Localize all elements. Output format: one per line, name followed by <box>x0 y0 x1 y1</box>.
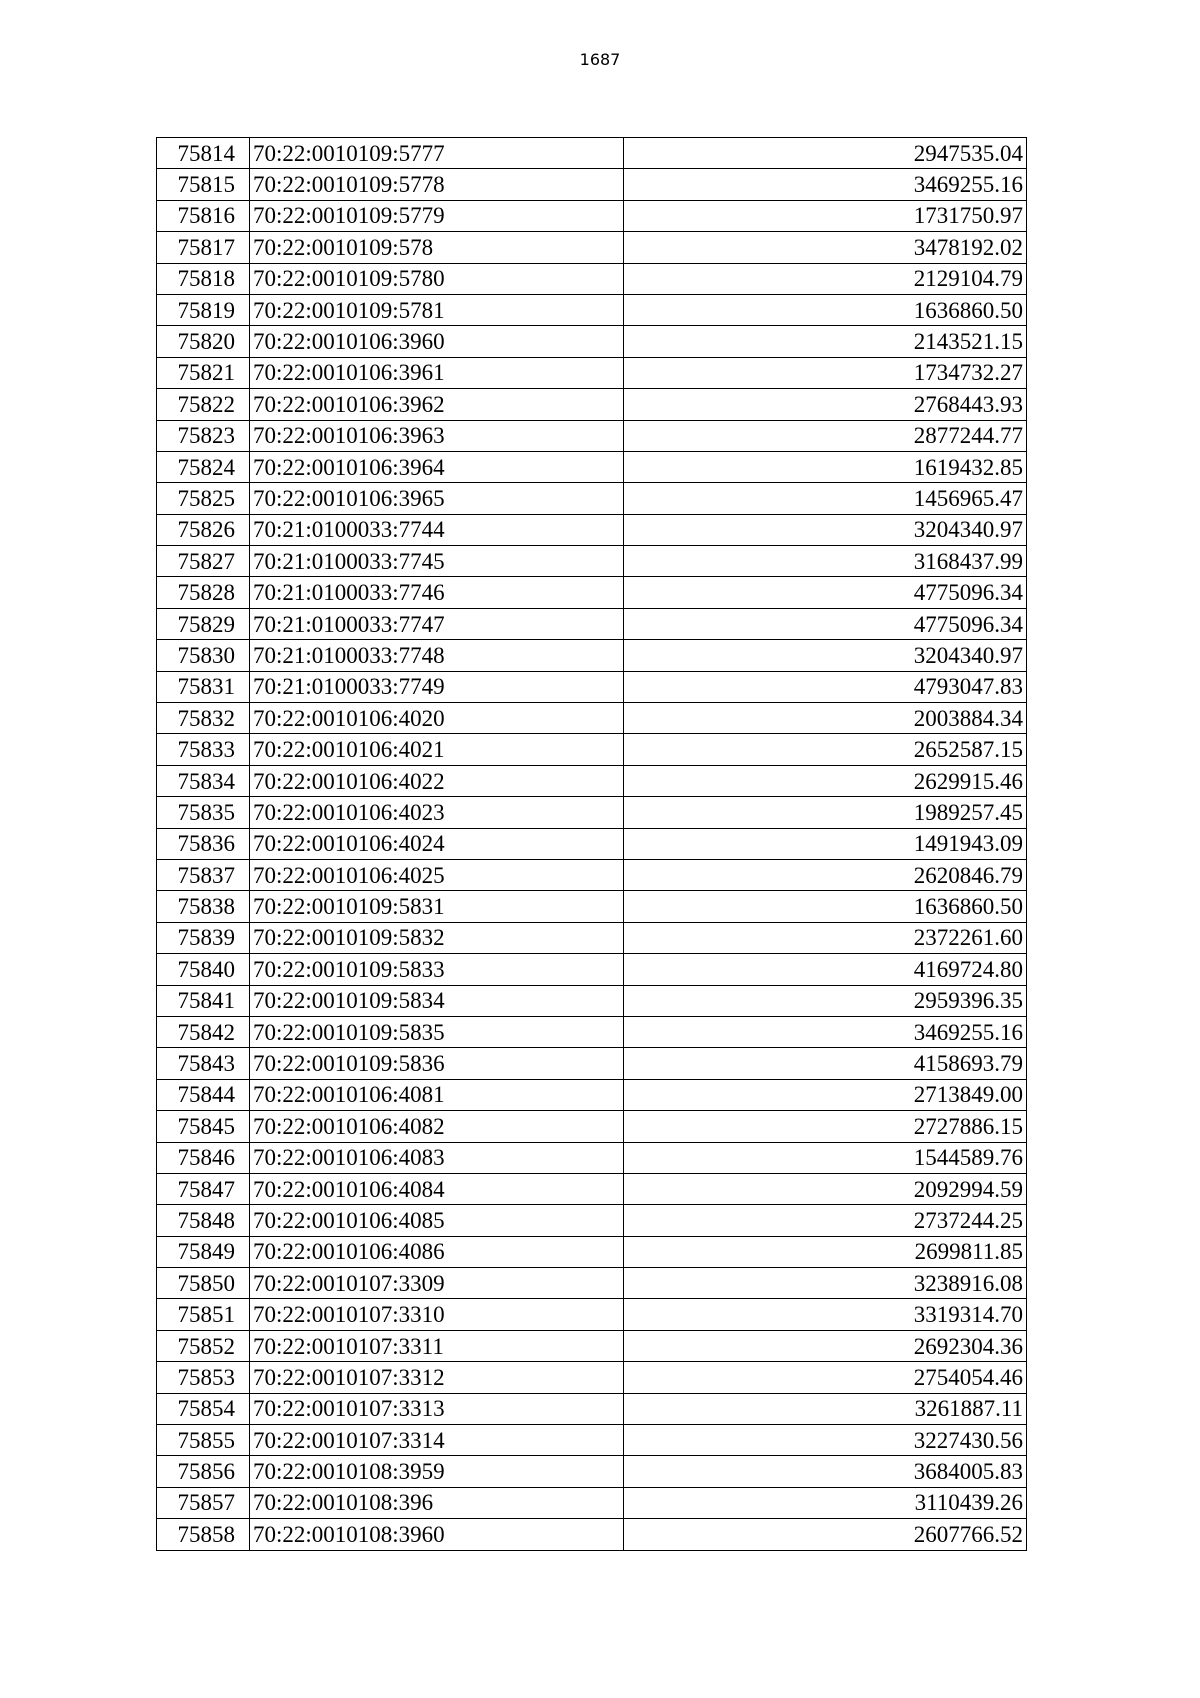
table-row <box>157 1111 1027 1142</box>
table-row <box>157 1079 1027 1110</box>
row-number-cell: 75853 <box>157 1362 250 1393</box>
cadastral-value-cell: 3204340.97 <box>624 514 1027 545</box>
row-number-cell: 75820 <box>157 326 250 357</box>
cadastral-value-cell: 3168437.99 <box>624 546 1027 577</box>
cadastral-number-cell: 70:22:0010106:3965 <box>250 483 624 514</box>
row-number-cell: 75818 <box>157 263 250 294</box>
cadastral-value-cell: 2143521.15 <box>624 326 1027 357</box>
row-number-cell: 75833 <box>157 734 250 765</box>
cadastral-value-cell: 1544589.76 <box>624 1142 1027 1173</box>
row-number-cell: 75857 <box>157 1487 250 1518</box>
cadastral-number-cell: 70:22:0010109:5833 <box>250 954 624 985</box>
table-body <box>157 138 1027 1551</box>
row-number-cell: 75824 <box>157 451 250 482</box>
table-row <box>157 326 1027 357</box>
cadastral-value-cell: 2737244.25 <box>624 1205 1027 1236</box>
cadastral-value-cell: 3238916.08 <box>624 1268 1027 1299</box>
cadastral-value-cell: 4775096.34 <box>624 577 1027 608</box>
table-row <box>157 389 1027 420</box>
table-row <box>157 169 1027 200</box>
row-number-cell: 75814 <box>157 138 250 169</box>
row-number-cell: 75817 <box>157 232 250 263</box>
table-row <box>157 703 1027 734</box>
row-number-cell: 75844 <box>157 1079 250 1110</box>
cadastral-number-cell: 70:22:0010107:3314 <box>250 1425 624 1456</box>
cadastral-value-cell: 1456965.47 <box>624 483 1027 514</box>
table-row <box>157 483 1027 514</box>
row-number-cell: 75838 <box>157 891 250 922</box>
table-row <box>157 828 1027 859</box>
table-row <box>157 451 1027 482</box>
cadastral-value-cell: 1731750.97 <box>624 200 1027 231</box>
table-row <box>157 263 1027 294</box>
cadastral-value-cell: 3227430.56 <box>624 1425 1027 1456</box>
table-row <box>157 1362 1027 1393</box>
cadastral-number-cell: 70:22:0010106:4086 <box>250 1236 624 1267</box>
cadastral-value-cell: 2754054.46 <box>624 1362 1027 1393</box>
cadastral-value-cell: 2768443.93 <box>624 389 1027 420</box>
cadastral-value-cell: 4158693.79 <box>624 1048 1027 1079</box>
row-number-cell: 75836 <box>157 828 250 859</box>
cadastral-number-cell: 70:22:0010109:5780 <box>250 263 624 294</box>
row-number-cell: 75834 <box>157 765 250 796</box>
table-row <box>157 1016 1027 1047</box>
cadastral-number-cell: 70:22:0010109:5779 <box>250 200 624 231</box>
table-row <box>157 1173 1027 1204</box>
cadastral-number-cell: 70:22:0010106:4022 <box>250 765 624 796</box>
cadastral-value-cell: 3261887.11 <box>624 1393 1027 1424</box>
table-row <box>157 1142 1027 1173</box>
cadastral-value-cell: 2947535.04 <box>624 138 1027 169</box>
table-row <box>157 640 1027 671</box>
cadastral-number-cell: 70:22:0010106:3961 <box>250 357 624 388</box>
row-number-cell: 75821 <box>157 357 250 388</box>
cadastral-value-table <box>156 137 1027 1551</box>
row-number-cell: 75839 <box>157 922 250 953</box>
cadastral-value-cell: 2959396.35 <box>624 985 1027 1016</box>
table-row <box>157 734 1027 765</box>
table-row <box>157 232 1027 263</box>
table-row <box>157 922 1027 953</box>
row-number-cell: 75815 <box>157 169 250 200</box>
table-row <box>157 1425 1027 1456</box>
cadastral-value-cell: 2092994.59 <box>624 1173 1027 1204</box>
row-number-cell: 75858 <box>157 1519 250 1550</box>
table-row <box>157 1487 1027 1518</box>
row-number-cell: 75827 <box>157 546 250 577</box>
table-row <box>157 577 1027 608</box>
cadastral-number-cell: 70:22:0010106:4084 <box>250 1173 624 1204</box>
cadastral-value-cell: 2629915.46 <box>624 765 1027 796</box>
row-number-cell: 75849 <box>157 1236 250 1267</box>
cadastral-number-cell: 70:22:0010109:5836 <box>250 1048 624 1079</box>
table-row <box>157 357 1027 388</box>
cadastral-value-cell: 2620846.79 <box>624 859 1027 890</box>
cadastral-value-cell: 3110439.26 <box>624 1487 1027 1518</box>
cadastral-value-cell: 2727886.15 <box>624 1111 1027 1142</box>
cadastral-number-cell: 70:22:0010106:3964 <box>250 451 624 482</box>
table-row <box>157 1299 1027 1330</box>
row-number-cell: 75856 <box>157 1456 250 1487</box>
cadastral-value-cell: 1636860.50 <box>624 891 1027 922</box>
row-number-cell: 75826 <box>157 514 250 545</box>
cadastral-value-cell: 4775096.34 <box>624 608 1027 639</box>
table-row <box>157 1519 1027 1550</box>
cadastral-number-cell: 70:22:0010109:5832 <box>250 922 624 953</box>
cadastral-number-cell: 70:22:0010106:4021 <box>250 734 624 765</box>
row-number-cell: 75822 <box>157 389 250 420</box>
cadastral-value-cell: 2372261.60 <box>624 922 1027 953</box>
cadastral-value-cell: 1989257.45 <box>624 797 1027 828</box>
cadastral-value-cell: 2652587.15 <box>624 734 1027 765</box>
table-row <box>157 546 1027 577</box>
cadastral-value-cell: 3684005.83 <box>624 1456 1027 1487</box>
row-number-cell: 75816 <box>157 200 250 231</box>
row-number-cell: 75846 <box>157 1142 250 1173</box>
cadastral-number-cell: 70:22:0010107:3313 <box>250 1393 624 1424</box>
cadastral-value-cell: 3319314.70 <box>624 1299 1027 1330</box>
cadastral-number-cell: 70:22:0010107:3311 <box>250 1330 624 1361</box>
cadastral-value-cell: 4793047.83 <box>624 671 1027 702</box>
table-row <box>157 514 1027 545</box>
table-row <box>157 1330 1027 1361</box>
row-number-cell: 75842 <box>157 1016 250 1047</box>
cadastral-number-cell: 70:22:0010109:5834 <box>250 985 624 1016</box>
cadastral-number-cell: 70:22:0010107:3309 <box>250 1268 624 1299</box>
cadastral-number-cell: 70:22:0010109:5831 <box>250 891 624 922</box>
table-row <box>157 797 1027 828</box>
table-row <box>157 1236 1027 1267</box>
cadastral-number-cell: 70:22:0010106:4020 <box>250 703 624 734</box>
cadastral-number-cell: 70:22:0010106:4082 <box>250 1111 624 1142</box>
cadastral-number-cell: 70:22:0010106:3960 <box>250 326 624 357</box>
cadastral-number-cell: 70:22:0010109:5835 <box>250 1016 624 1047</box>
cadastral-number-cell: 70:22:0010106:4025 <box>250 859 624 890</box>
cadastral-value-cell: 1491943.09 <box>624 828 1027 859</box>
row-number-cell: 75825 <box>157 483 250 514</box>
cadastral-value-cell: 3469255.16 <box>624 1016 1027 1047</box>
cadastral-number-cell: 70:22:0010108:3960 <box>250 1519 624 1550</box>
cadastral-value-cell: 3478192.02 <box>624 232 1027 263</box>
row-number-cell: 75829 <box>157 608 250 639</box>
row-number-cell: 75832 <box>157 703 250 734</box>
row-number-cell: 75855 <box>157 1425 250 1456</box>
cadastral-value-cell: 4169724.80 <box>624 954 1027 985</box>
cadastral-value-cell: 2003884.34 <box>624 703 1027 734</box>
table-row <box>157 138 1027 169</box>
table-row <box>157 294 1027 325</box>
cadastral-number-cell: 70:22:0010107:3312 <box>250 1362 624 1393</box>
table-row <box>157 420 1027 451</box>
cadastral-value-cell: 3204340.97 <box>624 640 1027 671</box>
cadastral-number-cell: 70:22:0010109:5778 <box>250 169 624 200</box>
table-row <box>157 1456 1027 1487</box>
table-row <box>157 608 1027 639</box>
table-row <box>157 1048 1027 1079</box>
table-row <box>157 891 1027 922</box>
row-number-cell: 75840 <box>157 954 250 985</box>
cadastral-number-cell: 70:21:0100033:7747 <box>250 608 624 639</box>
row-number-cell: 75845 <box>157 1111 250 1142</box>
row-number-cell: 75835 <box>157 797 250 828</box>
table-row <box>157 765 1027 796</box>
row-number-cell: 75819 <box>157 294 250 325</box>
row-number-cell: 75830 <box>157 640 250 671</box>
cadastral-number-cell: 70:22:0010109:578 <box>250 232 624 263</box>
cadastral-value-cell: 2607766.52 <box>624 1519 1027 1550</box>
cadastral-number-cell: 70:22:0010106:4023 <box>250 797 624 828</box>
cadastral-value-cell: 2692304.36 <box>624 1330 1027 1361</box>
table-row <box>157 671 1027 702</box>
cadastral-value-cell: 3469255.16 <box>624 169 1027 200</box>
row-number-cell: 75823 <box>157 420 250 451</box>
cadastral-number-cell: 70:22:0010109:5781 <box>250 294 624 325</box>
table-row <box>157 859 1027 890</box>
table-row <box>157 985 1027 1016</box>
row-number-cell: 75852 <box>157 1330 250 1361</box>
cadastral-value-cell: 2877244.77 <box>624 420 1027 451</box>
row-number-cell: 75831 <box>157 671 250 702</box>
cadastral-number-cell: 70:22:0010106:3963 <box>250 420 624 451</box>
row-number-cell: 75837 <box>157 859 250 890</box>
cadastral-number-cell: 70:21:0100033:7746 <box>250 577 624 608</box>
cadastral-value-cell: 2129104.79 <box>624 263 1027 294</box>
table-row <box>157 954 1027 985</box>
cadastral-value-cell: 1734732.27 <box>624 357 1027 388</box>
row-number-cell: 75850 <box>157 1268 250 1299</box>
cadastral-value-cell: 1636860.50 <box>624 294 1027 325</box>
table-row <box>157 1393 1027 1424</box>
cadastral-number-cell: 70:22:0010107:3310 <box>250 1299 624 1330</box>
row-number-cell: 75828 <box>157 577 250 608</box>
cadastral-value-cell: 2713849.00 <box>624 1079 1027 1110</box>
row-number-cell: 75851 <box>157 1299 250 1330</box>
row-number-cell: 75847 <box>157 1173 250 1204</box>
row-number-cell: 75841 <box>157 985 250 1016</box>
row-number-cell: 75848 <box>157 1205 250 1236</box>
row-number-cell: 75843 <box>157 1048 250 1079</box>
cadastral-number-cell: 70:21:0100033:7749 <box>250 671 624 702</box>
cadastral-number-cell: 70:22:0010106:4085 <box>250 1205 624 1236</box>
cadastral-value-cell: 2699811.85 <box>624 1236 1027 1267</box>
cadastral-value-cell: 1619432.85 <box>624 451 1027 482</box>
cadastral-number-cell: 70:22:0010106:4083 <box>250 1142 624 1173</box>
cadastral-number-cell: 70:22:0010109:5777 <box>250 138 624 169</box>
cadastral-number-cell: 70:22:0010106:3962 <box>250 389 624 420</box>
cadastral-number-cell: 70:22:0010106:4024 <box>250 828 624 859</box>
row-number-cell: 75854 <box>157 1393 250 1424</box>
cadastral-number-cell: 70:21:0100033:7744 <box>250 514 624 545</box>
table-row <box>157 1205 1027 1236</box>
cadastral-number-cell: 70:22:0010108:396 <box>250 1487 624 1518</box>
table-row <box>157 1268 1027 1299</box>
cadastral-number-cell: 70:21:0100033:7745 <box>250 546 624 577</box>
cadastral-number-cell: 70:22:0010106:4081 <box>250 1079 624 1110</box>
cadastral-number-cell: 70:21:0100033:7748 <box>250 640 624 671</box>
cadastral-number-cell: 70:22:0010108:3959 <box>250 1456 624 1487</box>
table-row <box>157 200 1027 231</box>
page-number: 1687 <box>579 50 621 69</box>
